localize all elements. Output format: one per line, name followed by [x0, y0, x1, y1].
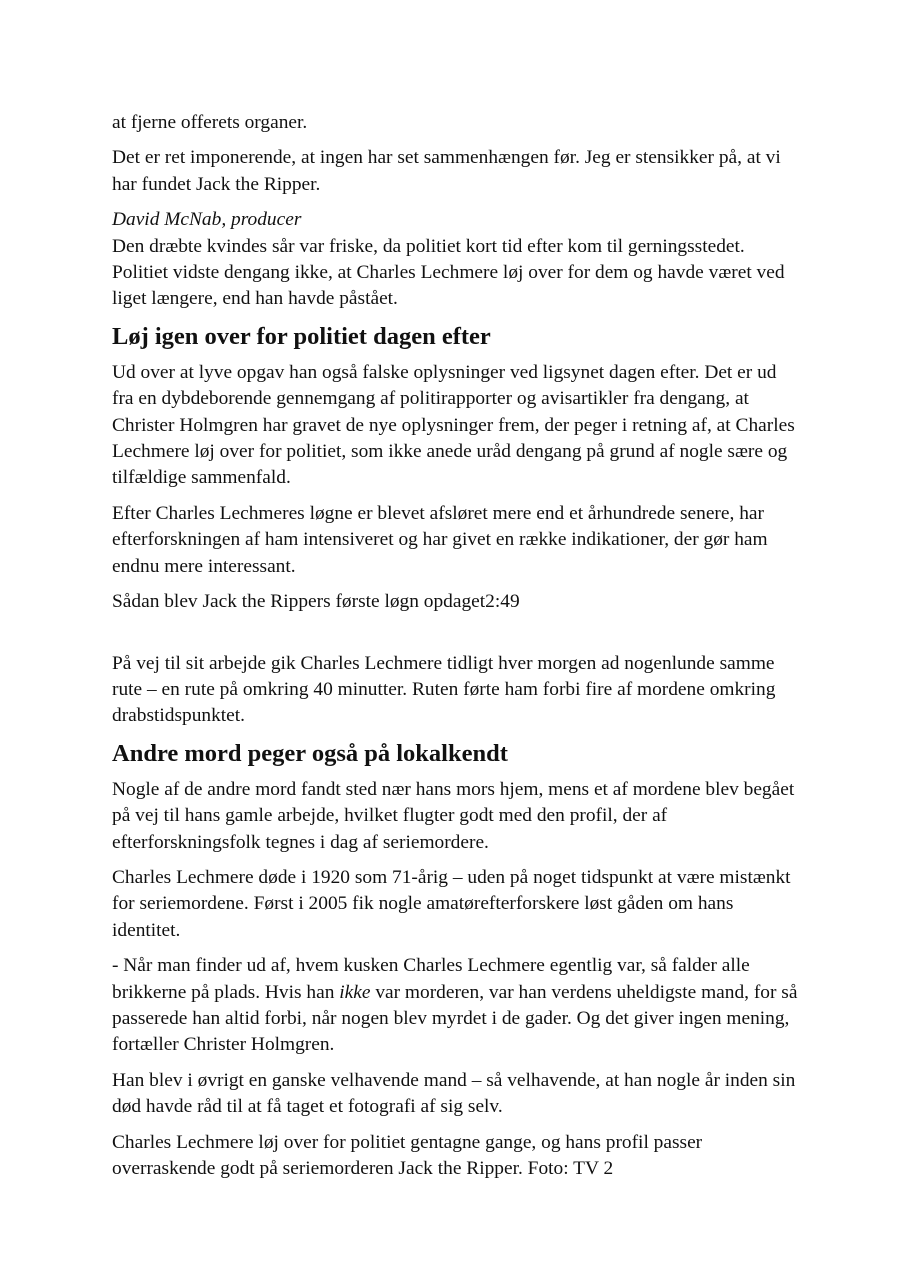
paragraph-wealthy: Han blev i øvrigt en ganske velhavende mand – så velhavende, at han nogle år inden sin død havde råd til at få taget et fotografi af sig selv.: [112, 1069, 796, 1118]
article-body: [112, 110, 802, 1191]
paragraph-mothers-home: Nogle af de andre mord fandt sted nær hans mors hjem, mens et af mordene blev begået på vej til hans gamle arbejde, hvilket flugter godt med den profil, der af efterforskningsfolk tegnes i dag af seriemordere.: [112, 778, 795, 853]
section-heading-other-murders: Andre mord peger også på lokalkendt: [112, 739, 508, 767]
paragraph-quote: Det er ret imponerende, at ingen har set sammenhængen før. Jeg er stensikker på, at vi har fundet Jack the Ripper.: [112, 147, 781, 195]
paragraph-organs: at fjerne offerets organer.: [112, 112, 308, 133]
spacer: [112, 625, 802, 651]
quote-emphasis: ikke: [339, 981, 371, 1003]
quote-text-part2: var morderen, var han verdens uheldigste mand, for så passerede han altid forbi, når nogen blev myrdet i de gader. Og det giver ingen mening, fortæller Christer Holmgren.: [112, 981, 798, 1056]
photo-caption: Charles Lechmere løj over for politiet gentagne gange, og hans profil passer overraskende godt på seriemorderen Jack the Ripper. Foto: TV 2: [112, 1131, 703, 1179]
quote-text-part1: - Når man finder ud af, hvem kusken Charles Lechmere egentlig var, så falder alle brikkerne på plads. Hvis han: [112, 955, 750, 1003]
paragraph-death: Charles Lechmere døde i 1920 som 71-årig – uden på noget tidspunkt at være mistænkt for seriemordene. Først i 2005 fik nogle amatørefterforskere løst gåden om hans identitet.: [112, 866, 791, 941]
paragraph-investigation: Efter Charles Lechmeres løgne er blevet afsløret mere end et århundrede senere, har efterforskningen af ham intensiveret og har givet en række indikationer, der gør ham endnu mere interessant.: [112, 502, 768, 577]
paragraph-route: På vej til sit arbejde gik Charles Lechmere tidligt hver morgen ad nogenlunde samme rute – en rute på omkring 40 minutter. Ruten førte ham forbi fire af mordene omkring drabstidspunktet.: [112, 652, 776, 727]
quote-attribution: David McNab, producer: [112, 209, 302, 231]
section-heading-lied-again: Løj igen over for politiet dagen efter: [112, 322, 491, 350]
paragraph-holmgren-quote: [112, 953, 802, 1059]
paragraph-wounds: Den dræbte kvindes sår var friske, da politiet kort tid efter kom til gerningsstedet. Politiet vidste dengang ikke, at Charles Lechmere løj over for dem og havde været ved liget længere, end han havde påstået.: [112, 235, 785, 310]
video-link[interactable]: Sådan blev Jack the Rippers første løgn opdaget2:49: [112, 591, 520, 613]
paragraph-inquest: Ud over at lyve opgav han også falske oplysninger ved ligsynet dagen efter. Det er ud fra en dybdeborende gennemgang af politirapporter og avisartikler fra dengang, at Christer Holmgren har gravet de nye oplysninger frem, der peger i retning af, at Charles Lechmere løj over for politiet, som ikke anede uråd dengang på grund af nogle sære og tilfældige sammenfald.: [112, 361, 795, 489]
